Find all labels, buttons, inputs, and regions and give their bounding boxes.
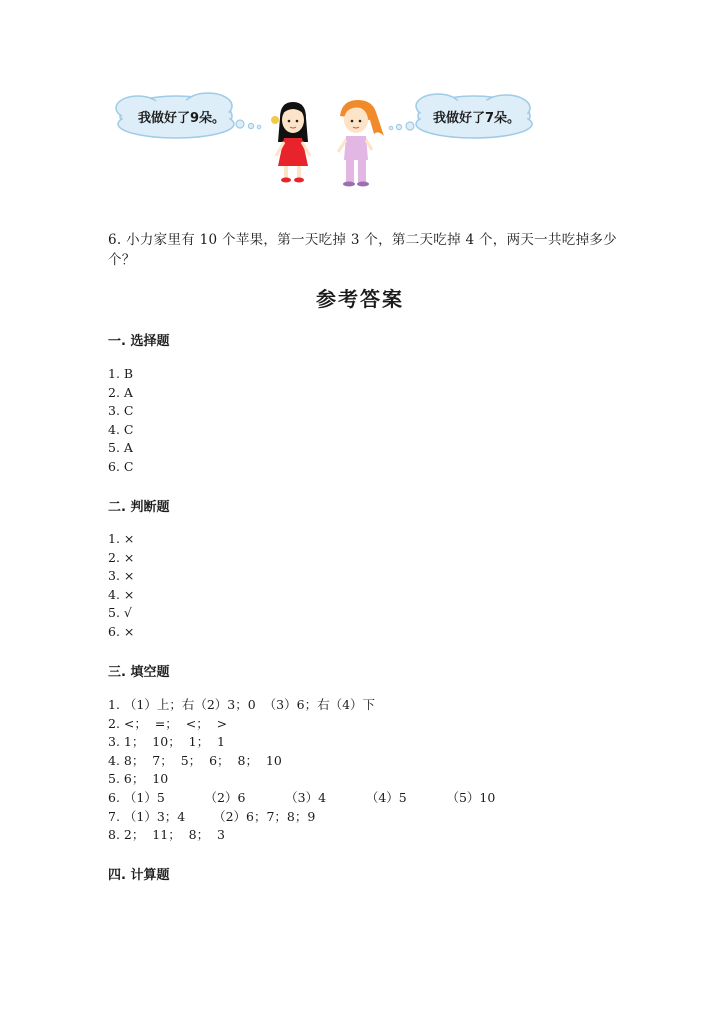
answer-key-title: 参考答案 [316,287,404,311]
choice-answers-list [108,365,133,477]
section-heading-judge: 二. 判断题 [108,500,170,515]
list-item: 2. × [108,549,135,565]
judge-answers-list [108,530,134,642]
list-item: 1. B [108,366,134,381]
two-girls-illustration [108,90,538,200]
list-item: 5. 6； 10 [108,771,169,787]
section-heading-calc: 四. 计算题 [108,868,170,883]
list-item: 4. 8； 7； 5； 6； 8； 10 [108,752,282,768]
girl-orange-hair-figure [338,100,384,187]
list-item: 3. × [108,568,135,584]
right-bubble-text: 我做好了7朵。 [433,111,521,126]
girl-red-dress-figure [271,102,310,183]
left-bubble-text: 我做好了9朵。 [138,111,226,126]
list-item: 8. 2； 11； 8； 3 [108,827,226,843]
list-item: 6. × [108,623,135,639]
list-item: 5. A [108,440,133,456]
list-item: 5. √ [108,605,132,621]
list-item: 6. C [108,458,134,474]
section-heading-fill: 三. 填空题 [108,665,170,680]
list-item: 1. × [108,531,135,546]
question-6-text: 6. 小力家里有 10 个苹果，第一天吃掉 3 个，第二天吃掉 4 个，两天一共吃掉多少个？ [108,232,617,268]
fill-answers-list [108,696,495,845]
list-item: 2. <； =； <； > [108,715,228,731]
list-item: 4. C [108,421,134,437]
section-heading-choice: 一. 选择题 [108,334,170,349]
list-item: 7. （1）3；4 （2）6；7；8；9 [108,808,316,824]
list-item: 4. × [108,586,135,602]
list-item: 3. C [108,403,134,419]
list-item: 6. （1）5 （2）6 （3）4 （4）5 （5）10 [108,789,496,805]
list-item: 1. （1）上；右（2）3；0 （3）6；右（4）下 [108,697,376,712]
list-item: 2. A [108,384,133,400]
list-item: 3. 1； 10； 1； 1 [108,734,226,750]
